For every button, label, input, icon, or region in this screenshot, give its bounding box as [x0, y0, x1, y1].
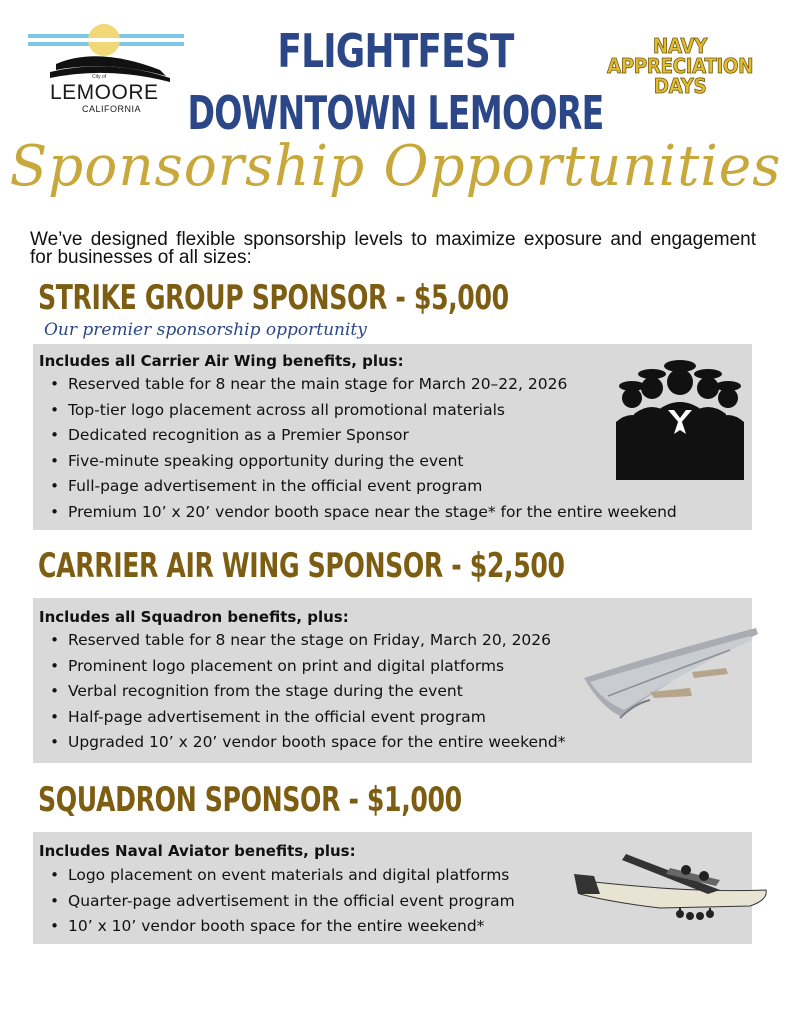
list-item: • Verbal recognition from the stage during the event: [41, 679, 565, 705]
list-item: • Half-page advertisement in the official event program: [41, 705, 565, 731]
tier-includes-strike-group: Includes all Carrier Air Wing benefits, plus:: [39, 352, 404, 370]
benefit-list-strike-group: [41, 372, 677, 525]
list-item: • Top-tier logo placement across all promotional materials: [41, 398, 677, 424]
list-item: • Full-page advertisement in the official event program: [41, 474, 677, 500]
list-item: • Reserved table for 8 near the main stage for March 20–22, 2026: [41, 372, 677, 398]
benefit-list-carrier-air-wing: [41, 628, 565, 756]
tier-title-squadron: SQUADRON SPONSOR - $1,000: [38, 780, 462, 820]
tier-title-carrier-air-wing: CARRIER AIR WING SPONSOR - $2,500: [38, 546, 565, 586]
sailors-silhouette-icon: [612, 360, 748, 484]
tier-subtitle-strike-group: Our premier sponsorship opportunity: [44, 320, 367, 340]
tier-title-strike-group: STRIKE GROUP SPONSOR - $5,000: [38, 278, 509, 318]
tier-includes-squadron: Includes Naval Aviator benefits, plus:: [39, 842, 356, 860]
list-item: • Upgraded 10’ x 20’ vendor booth space for the entire weekend*: [41, 730, 565, 756]
intro-paragraph: We’ve designed flexible sponsorship levels to maximize exposure and engagement for businesses of all sizes:: [30, 229, 756, 268]
sponsorship-heading: Sponsorship Opportunities: [9, 134, 782, 199]
badge-line-2: APPRECIATION: [606, 54, 754, 78]
list-item: • Logo placement on event materials and digital platforms: [41, 863, 515, 889]
aircraft-wing-icon: [580, 626, 760, 726]
list-item: • Reserved table for 8 near the stage on Friday, March 20, 2026: [41, 628, 565, 654]
list-item: • Quarter-page advertisement in the official event program: [41, 889, 515, 915]
event-subtitle: DOWNTOWN LEMOORE: [187, 86, 604, 140]
benefit-list-squadron: [41, 863, 515, 940]
logo-state-name: CALIFORNIA: [82, 104, 142, 114]
event-title: FLIGHTFEST: [277, 24, 514, 78]
propeller-plane-icon: [570, 850, 770, 930]
logo-city-of: City of: [92, 74, 107, 80]
list-item: • Dedicated recognition as a Premier Sponsor: [41, 423, 677, 449]
tier-includes-carrier-air-wing: Includes all Squadron benefits, plus:: [39, 608, 349, 626]
list-item: • Prominent logo placement on print and digital platforms: [41, 654, 565, 680]
list-item: • Premium 10’ x 20’ vendor booth space near the stage* for the entire weekend: [41, 500, 677, 526]
badge-line-1: NAVY: [652, 34, 708, 58]
list-item: • Five-minute speaking opportunity during the event: [41, 449, 677, 475]
logo-city-name: LEMOORE: [50, 81, 159, 104]
badge-line-3: DAYS: [653, 74, 707, 98]
navy-appreciation-badge: [590, 36, 770, 96]
list-item: • 10’ x 10’ vendor booth space for the entire weekend*: [41, 914, 515, 940]
